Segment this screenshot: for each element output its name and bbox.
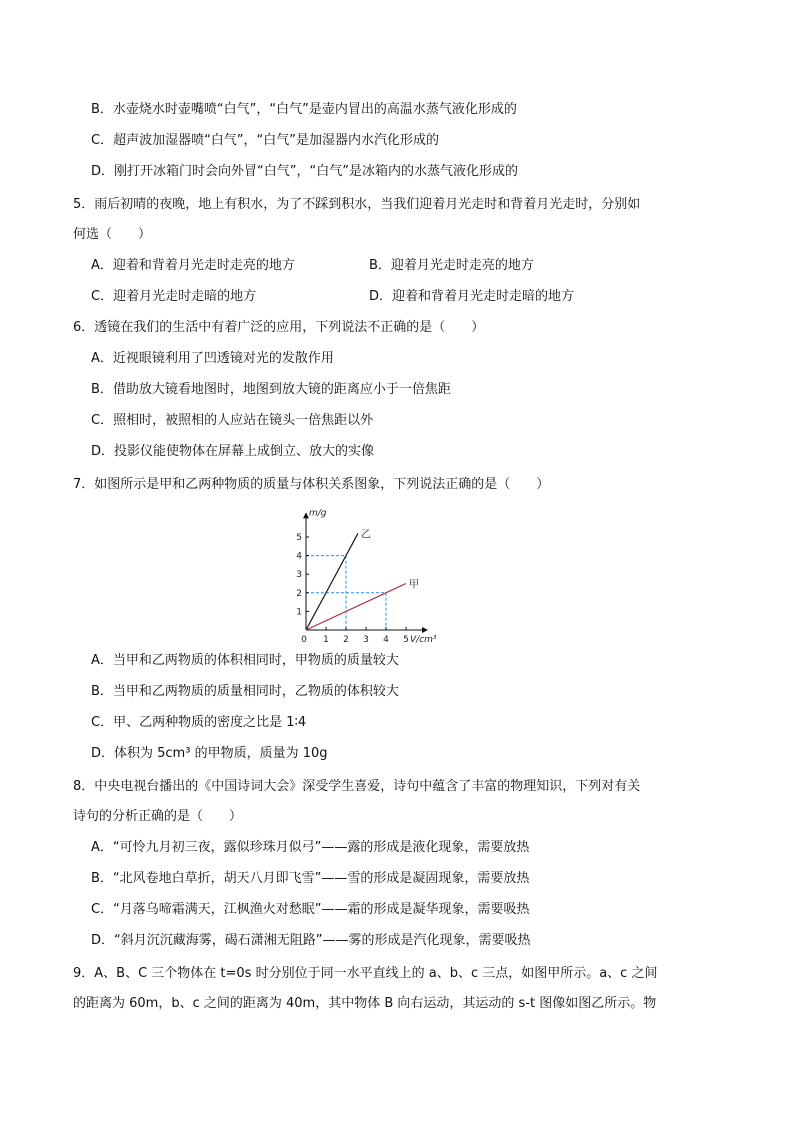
x-tick-label: 0 [301, 635, 307, 645]
q4-option-c: C．超声波加湿器喷“白气”，“白气”是加湿器内水汽化形成的 [91, 133, 440, 148]
q5-option-c: C．迎着月光走时走暗的地方 [91, 289, 257, 304]
q5-stem-line1: 5．雨后初晴的夜晚，地上有积水，为了不踩到积水，当我们迎着月光走时和背着月光走时，分别如 [73, 197, 641, 212]
q6-option-d: D．投影仪能使物体在屏幕上成倒立、放大的实像 [91, 444, 375, 459]
q7-option-c: C．甲、乙两种物质的密度之比是 1∶4 [91, 715, 307, 730]
x-tick-label: 4 [383, 635, 389, 645]
q4-option-b: B．水壶烧水时壶嘴喷“白气”，“白气”是壶内冒出的高温水蒸气液化形成的 [91, 102, 517, 117]
y-tick-label: 2 [296, 588, 302, 599]
q5-stem-line2: 何选（ ） [73, 227, 152, 242]
q8-option-a: A．“可怜九月初三夜，露似珍珠月似弓”——露的形成是液化现象，需要放热 [91, 840, 530, 855]
q5-option-a: A．迎着和背着月光走时走亮的地方 [91, 258, 295, 273]
q6-option-c: C．照相时，被照相的人应站在镜头一倍焦距以外 [91, 413, 374, 428]
q6-option-a: A．近视眼镜利用了凹透镜对光的发散作用 [91, 351, 334, 366]
q7-option-d: D．体积为 5cm³ 的甲物质，质量为 10g [91, 746, 328, 761]
q7-stem: 7．如图所示是甲和乙两种物质的质量与体积关系图象，下列说法正确的是（ ） [73, 477, 550, 492]
q5-option-d: D．迎着和背着月光走时走暗的地方 [369, 289, 575, 304]
y-axis-label: m/g [309, 508, 327, 519]
q8-stem-line1: 8．中央电视台播出的《中国诗词大会》深受学生喜爱，诗句中蕴含了丰富的物理知识，下列对有关 [73, 779, 641, 794]
x-tick-label: 3 [363, 635, 369, 645]
series-label: 甲 [409, 579, 419, 591]
q9-line1: 9．A、B、C 三个物体在 t=0s 时分别位于同一水平直线上的 a、b、c 三点，如图甲所示。a、c 之间 [73, 966, 658, 981]
y-tick-label: 5 [296, 533, 302, 543]
series-line-yi [306, 533, 358, 630]
x-axis-label: V/cm³ [410, 635, 437, 645]
q8-option-d: D．“斜月沉沉藏海雾，碣石潇湘无阻路”——雾的形成是汽化现象，需要吸热 [91, 933, 531, 948]
q8-option-c: C．“月落乌啼霜满天，江枫渔火对愁眠”——霜的形成是凝华现象，需要吸热 [91, 902, 530, 917]
chart-series [306, 533, 406, 630]
q6-stem: 6．透镜在我们的生活中有着广泛的应用，下列说法不正确的是（ ） [73, 320, 485, 335]
q8-option-b: B．“北风卷地白草折，胡天八月即飞雪”——雪的形成是凝固现象，需要放热 [91, 871, 530, 886]
y-tick-label: 4 [296, 551, 302, 562]
x-tick-label: 2 [343, 635, 349, 645]
x-axis-arrow [422, 627, 428, 633]
q7-option-a: A．当甲和乙两物质的体积相同时，甲物质的质量较大 [91, 653, 399, 668]
q5-option-b: B．迎着月光走时走亮的地方 [369, 258, 534, 273]
y-tick-label: 1 [296, 607, 302, 618]
q7-option-b: B．当甲和乙两物质的质量相同时，乙物质的体积较大 [91, 684, 399, 699]
mass-volume-chart [290, 498, 460, 646]
q8-stem-line2: 诗句的分析正确的是（ ） [73, 809, 243, 824]
chart-guides [306, 556, 386, 630]
q4-option-d: D．刚打开冰箱门时会向外冒“白气”，“白气”是冰箱内的水蒸气液化形成的 [91, 164, 518, 179]
q9-line2: 的距离为 60m，b、c 之间的距离为 40m，其中物体 B 向右运动，其运动的 s-t 图像如图乙所示。物 [73, 996, 657, 1011]
q6-option-b: B．借助放大镜看地图时，地图到放大镜的距离应小于一倍焦距 [91, 382, 451, 397]
series-line-jia [306, 584, 406, 631]
y-tick-label: 3 [296, 570, 302, 581]
series-label: 乙 [361, 529, 371, 541]
x-tick-label: 5 [403, 635, 409, 645]
x-tick-label: 1 [323, 635, 329, 645]
